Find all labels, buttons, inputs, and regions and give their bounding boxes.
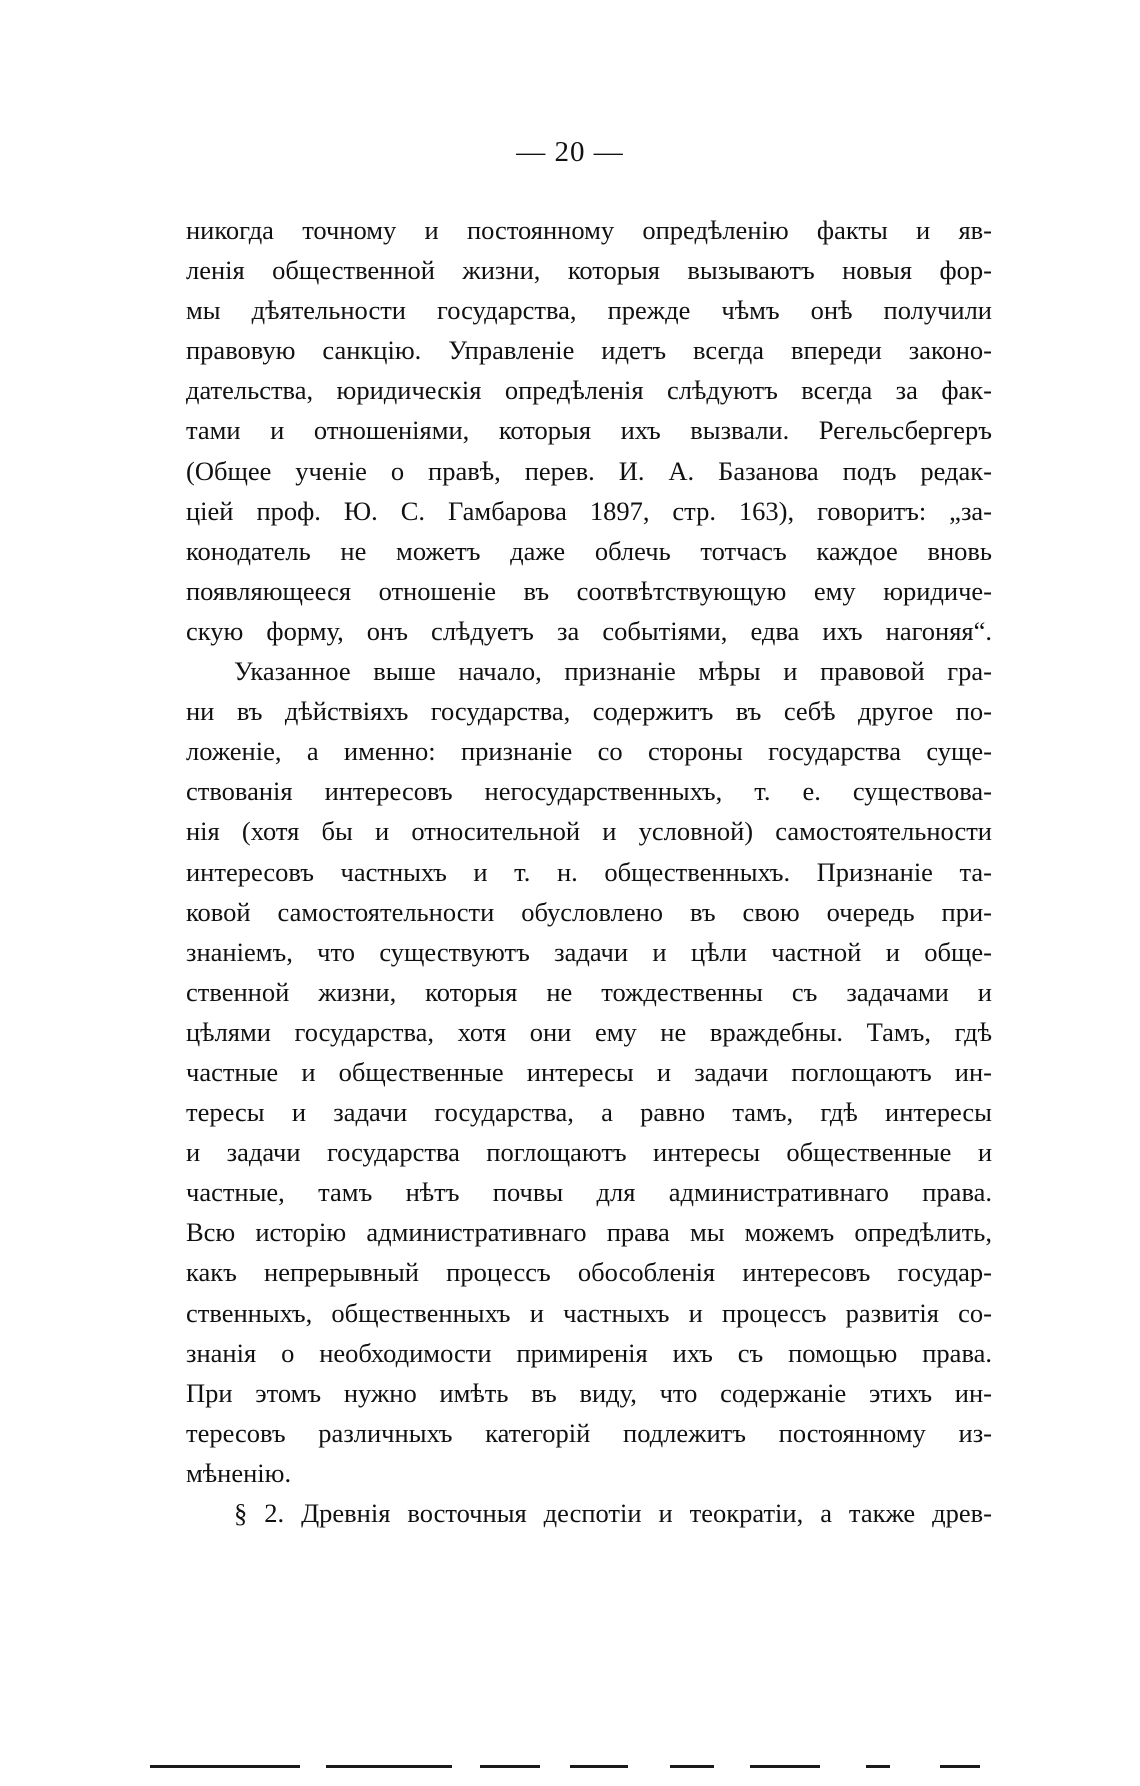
paragraph-1 [186,210,992,651]
section-heading-line: § 2. Древнія восточныя деспотіи и теократіи, а также древ- [234,1498,992,1528]
text-line: ковой самостоятельности обусловлено въ свою очередь при- [186,896,992,927]
text-line: скую форму, онъ слѣдуетъ за событіями, едва ихъ нагоняя“. [186,615,992,646]
text-line: дательства, юридическія опредѣленія слѣдуютъ всегда за фак- [186,375,992,406]
text-line: ложеніе, а именно: признаніе со стороны государства суще- [186,736,992,767]
text-line: знаніемъ, что существуютъ задачи и цѣли частной и обще- [186,936,992,967]
text-line: никогда точному и постоянному опредѣленію факты и яв- [186,215,992,245]
rule-segment [326,1765,452,1768]
rule-segment [940,1765,980,1768]
text-line: ствованія интересовъ негосударственныхъ, т. е. существова- [186,776,992,807]
text-line: тересы и задачи государства, а равно тамъ, гдѣ интересы [186,1097,992,1128]
text-line: какъ непрерывный процессъ обособленія интересовъ государ- [186,1257,992,1288]
text-line: ственной жизни, которыя не тождественны съ задачами и [186,976,992,1007]
rule-segment [570,1765,628,1768]
rule-segment [750,1765,820,1768]
text-line: мѣненію. [186,1457,292,1488]
page-number: — 20 — [516,136,624,168]
text-line: При этомъ нужно имѣть въ виду, что содержаніе этихъ ин- [186,1377,992,1408]
text-line: частные и общественные интересы и задачи поглощаютъ ин- [186,1056,992,1087]
rule-segment [480,1765,540,1768]
body-text [186,210,992,1533]
text-line: знанія о необходимости примиренія ихъ съ помощью права. [186,1337,992,1368]
text-line: ственныхъ, общественныхъ и частныхъ и процессъ развитія со- [186,1297,992,1328]
text-line: ни въ дѣйствіяхъ государства, содержитъ въ себѣ другое по- [186,696,992,727]
text-line: мы дѣятельности государства, прежде чѣмъ онѣ получили [186,295,992,326]
text-line: тересовъ различныхъ категорій подлежитъ постоянному из- [186,1417,992,1448]
text-line: интересовъ частныхъ и т. н. общественныхъ. Признаніе та- [186,856,992,887]
paragraph-2 [186,651,992,1493]
text-line: ціей проф. Ю. С. Гамбарова 1897, стр. 163), говоритъ: „за- [186,495,992,526]
rule-segment [866,1765,890,1768]
text-line: конодатель не можетъ даже облечь тотчасъ каждое вновь [186,535,992,566]
text-line: и задачи государства поглощаютъ интересы общественные и [186,1137,992,1168]
text-line: цѣлями государства, хотя они ему не враждебны. Тамъ, гдѣ [186,1016,992,1047]
text-line: частные, тамъ нѣтъ почвы для административнаго права. [186,1177,992,1208]
rule-segment [670,1765,714,1768]
text-line: (Общее ученіе о правѣ, перев. И. А. Базанова подъ редак- [186,455,992,486]
text-line: ленія общественной жизни, которыя вызываютъ новыя фор- [186,255,992,286]
section-paragraph [186,1493,992,1533]
rule-segment [150,1765,300,1768]
footer-rule [150,1762,998,1772]
text-line: Указанное выше начало, признаніе мѣры и правовой гра- [234,656,992,687]
text-line: тами и отношеніями, которыя ихъ вызвали. Регельсбергеръ [186,415,992,446]
text-line: появляющееся отношеніе въ соотвѣтствующую ему юридиче- [186,575,992,606]
text-line: Всю исторію административнаго права мы можемъ опредѣлить, [186,1217,992,1248]
text-line: нія (хотя бы и относительной и условной) самостоятельности [186,816,992,847]
text-line: правовую санкцію. Управленіе идетъ всегда впереди законо- [186,335,992,366]
